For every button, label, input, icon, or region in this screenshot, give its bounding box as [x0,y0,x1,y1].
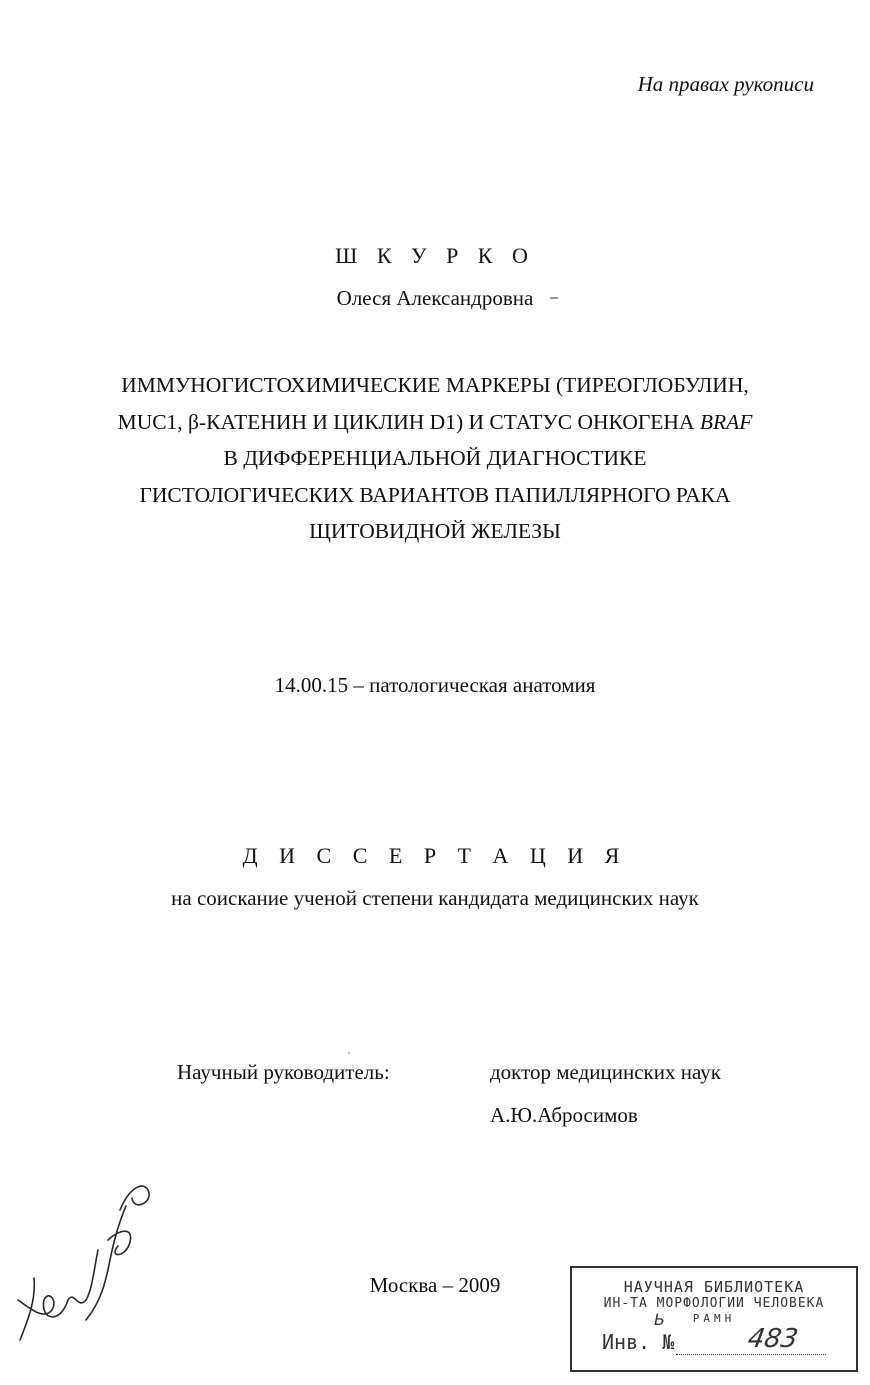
title-line: В ДИФФЕРЕНЦИАЛЬНОЙ ДИАГНОСТИКЕ [223,446,647,470]
handwritten-signature [8,1150,158,1350]
title-line-text: MUC1, β-КАТЕНИН И ЦИКЛИН D1) И СТАТУС ОНКОГЕНА [117,409,695,434]
stamp-line: НАУЧНАЯ БИБЛИОТЕКА [623,1278,805,1296]
inventory-label: Инв. № [602,1330,675,1354]
rights-notice: На правах рукописи [637,72,814,96]
author-name: Олеся Александровна [336,286,534,310]
degree-line: на соискание ученой степени кандидата медицинских наук [171,886,699,910]
supervisor-title: доктор медицинских наук [490,1060,721,1084]
dissertation-title [20,367,850,550]
author-surname: Ш К У Р К О [335,243,535,268]
city-year: Москва – 2009 [369,1273,501,1297]
title-line: ЩИТОВИДНОЙ ЖЕЛЕЗЫ [309,519,561,543]
specialty-code: 14.00.15 – патологическая анатомия [274,673,596,697]
scan-mark [550,297,558,299]
scan-dot [348,1052,350,1054]
stamp-handwritten-letter: Ь [654,1310,665,1329]
gene-name: BRAF [699,409,753,434]
stamp-line: РАМН [692,1312,736,1325]
stamp-line: ИН-ТА МОРФОЛОГИИ ЧЕЛОВЕКА [603,1296,825,1311]
title-line [20,404,850,441]
title-line: ИММУНОГИСТОХИМИЧЕСКИЕ МАРКЕРЫ (ТИРЕОГЛОБУЛИН, [121,373,749,397]
supervisor-label: Научный руководитель: [177,1060,390,1084]
library-stamp [570,1266,858,1372]
inventory-number: 483 [745,1324,801,1354]
supervisor-name: А.Ю.Абросимов [490,1103,638,1127]
title-line: ГИСТОЛОГИЧЕСКИХ ВАРИАНТОВ ПАПИЛЛЯРНОГО РАКА [139,482,731,507]
document-type: Д И С С Е Р Т А Ц И Я [242,843,628,868]
inventory-underline [676,1354,826,1355]
